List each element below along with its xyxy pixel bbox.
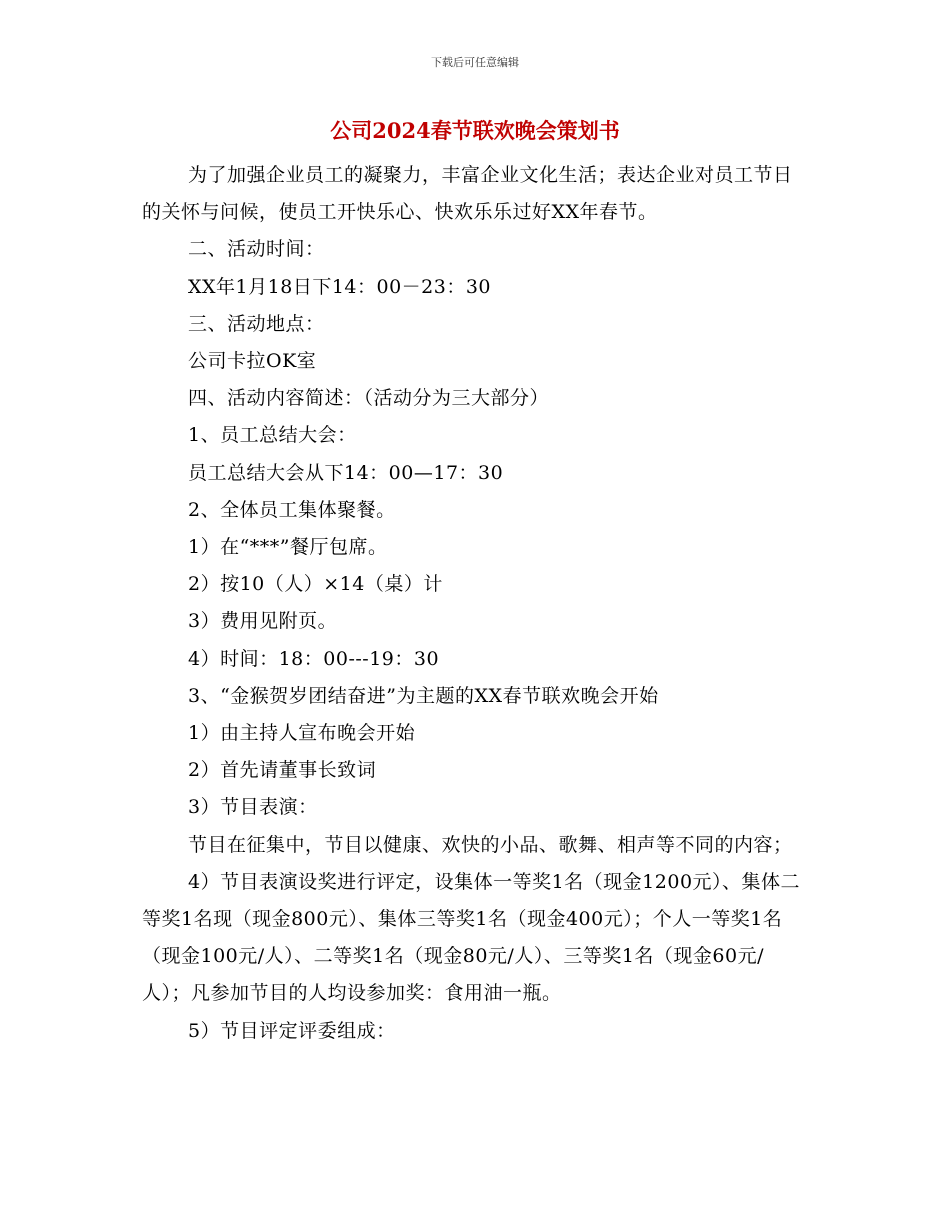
paragraph-program: 节目在征集中，节目以健康、欢快的小品、歌舞、相声等不同的内容；: [188, 833, 793, 856]
section-heading-location: 三、活动地点：: [188, 312, 325, 335]
section-heading-time: 二、活动时间：: [188, 238, 325, 261]
paragraph-intro: 为了加强企业员工的凝聚力，丰富企业文化生活；表达企业对员工节日的关怀与问候，使员工开快乐心、快欢乐乐过好XX年春节。: [142, 164, 793, 224]
list-item: 1、员工总结大会：: [188, 424, 357, 447]
list-item: 2）按10（人）×14（桌）计: [188, 573, 443, 596]
paragraph-time: XX年1月18日下14：00－23：30: [188, 275, 492, 298]
list-item: 3、“金猴贺岁团结奋进”为主题的XX春节联欢晚会开始: [188, 684, 659, 707]
document-body: [142, 157, 808, 1050]
list-item: 5）节目评定评委组成：: [188, 1019, 396, 1042]
list-item: 4）时间：18：00---19：30: [188, 647, 440, 670]
list-item: 员工总结大会从下14：00—17：30: [188, 461, 504, 484]
paragraph-awards: 4）节目表演设奖进行评定，设集体一等奖1名（现金1200元）、集体二等奖1名现（现金800元）、集体三等奖1名（现金400元）；个人一等奖1名（现金100元/人）、二等奖1名（现金80元/人）、三等奖1名（现金60元/人）；凡参加节目的人均设参加奖：食用油一瓶。: [142, 870, 801, 1005]
list-item: 2）首先请董事长致词: [188, 759, 377, 782]
list-item: 3）节目表演：: [188, 796, 318, 819]
header-note: 下载后可任意编辑: [431, 56, 519, 69]
list-item: 3）费用见附页。: [188, 610, 338, 633]
section-heading-content: 四、活动内容简述：（活动分为三大部分）: [188, 387, 550, 410]
list-item: 2、全体员工集体聚餐。: [188, 498, 396, 521]
document-title: 公司2024春节联欢晚会策划书: [330, 118, 620, 143]
paragraph-location: 公司卡拉OK室: [188, 350, 317, 373]
list-item: 1）由主持人宣布晚会开始: [188, 722, 416, 745]
list-item: 1）在“***”餐厅包席。: [188, 536, 388, 559]
